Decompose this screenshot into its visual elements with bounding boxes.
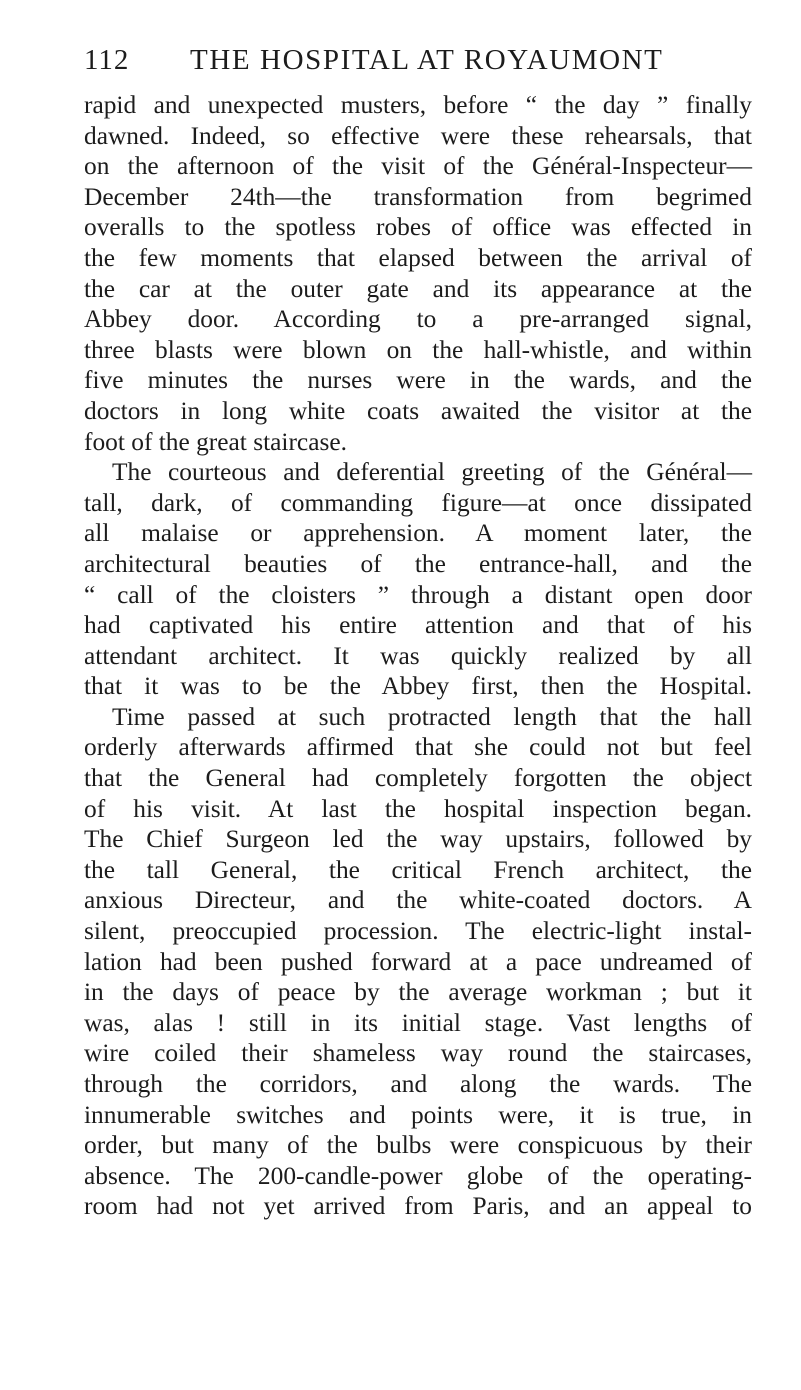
text-line: Abbey door. According to a pre-arranged signal,	[84, 305, 752, 334]
text-line: “ call of the cloisters ” through a distant open door	[84, 580, 752, 609]
text-line: rapid and unexpected musters, before “ the day ” finally	[84, 91, 752, 119]
text-line: silent, preoccupied procession. The electric-light instal-	[84, 917, 752, 946]
text-line: that the General had completely forgotten the object	[84, 764, 752, 793]
text-line: attendant architect. It was quickly realized by all	[84, 641, 752, 670]
text-line: orderly afterwards affirmed that she could not but feel	[84, 733, 752, 762]
text-line: room had not yet arrived from Paris, and an appeal to	[84, 1192, 752, 1221]
text-line: the tall General, the critical French architect, the	[84, 855, 752, 884]
text-line: The Chief Surgeon led the way upstairs, followed by	[84, 825, 752, 854]
text-line: of his visit. At last the hospital inspection began.	[84, 794, 752, 823]
page-number: 112	[84, 44, 130, 76]
text-line: the car at the outer gate and its appearance at the	[84, 274, 752, 303]
text-line: December 24th—the transformation from begrimed	[84, 182, 752, 211]
text-line: innumerable switches and points were, it is true, in	[84, 1100, 752, 1129]
text-line: The courteous and deferential greeting of the Général—	[112, 458, 752, 487]
text-line: dawned. Indeed, so effective were these rehearsals, that	[84, 121, 752, 150]
text-line: order, but many of the bulbs were conspicuous by their	[84, 1131, 752, 1160]
text-line: tall, dark, of commanding figure—at once dissipated	[84, 488, 752, 517]
text-line: wire coiled their shameless way round the staircases,	[84, 1039, 752, 1068]
text-line: absence. The 200-candle-power globe of the operating-	[84, 1161, 752, 1190]
text-line: on the afternoon of the visit of the Général-Inspecteur—	[84, 152, 752, 181]
text-line: three blasts were blown on the hall-whistle, and within	[84, 335, 752, 364]
text-line: five minutes the nurses were in the wards, and the	[84, 366, 752, 395]
text-line: the few moments that elapsed between the arrival of	[84, 243, 752, 272]
text-line: lation had been pushed forward at a pace undreamed of	[84, 947, 752, 976]
running-head	[84, 40, 752, 80]
text-line: Time passed at such protracted length that the hall	[112, 702, 752, 731]
text-line: architectural beauties of the entrance-hall, and the	[84, 549, 752, 578]
text-line: all malaise or apprehension. A moment later, the	[84, 519, 752, 548]
text-line: had captivated his entire attention and that of his	[84, 611, 752, 640]
text-line: foot of the great staircase.	[84, 427, 347, 456]
text-line: that it was to be the Abbey first, then the Hospital.	[84, 672, 752, 701]
text-line: doctors in long white coats awaited the visitor at the	[84, 396, 752, 425]
text-line: anxious Directeur, and the white-coated doctors. A	[84, 886, 752, 915]
text-line: in the days of peace by the average workman ; but it	[84, 978, 752, 1007]
body-text	[84, 90, 752, 1222]
running-title: THE HOSPITAL AT ROYAUMONT	[190, 44, 664, 76]
text-line: through the corridors, and along the wards. The	[84, 1070, 752, 1098]
text-line: was, alas ! still in its initial stage. Vast lengths of	[84, 1008, 752, 1037]
text-line: overalls to the spotless robes of office was effected in	[84, 213, 752, 242]
